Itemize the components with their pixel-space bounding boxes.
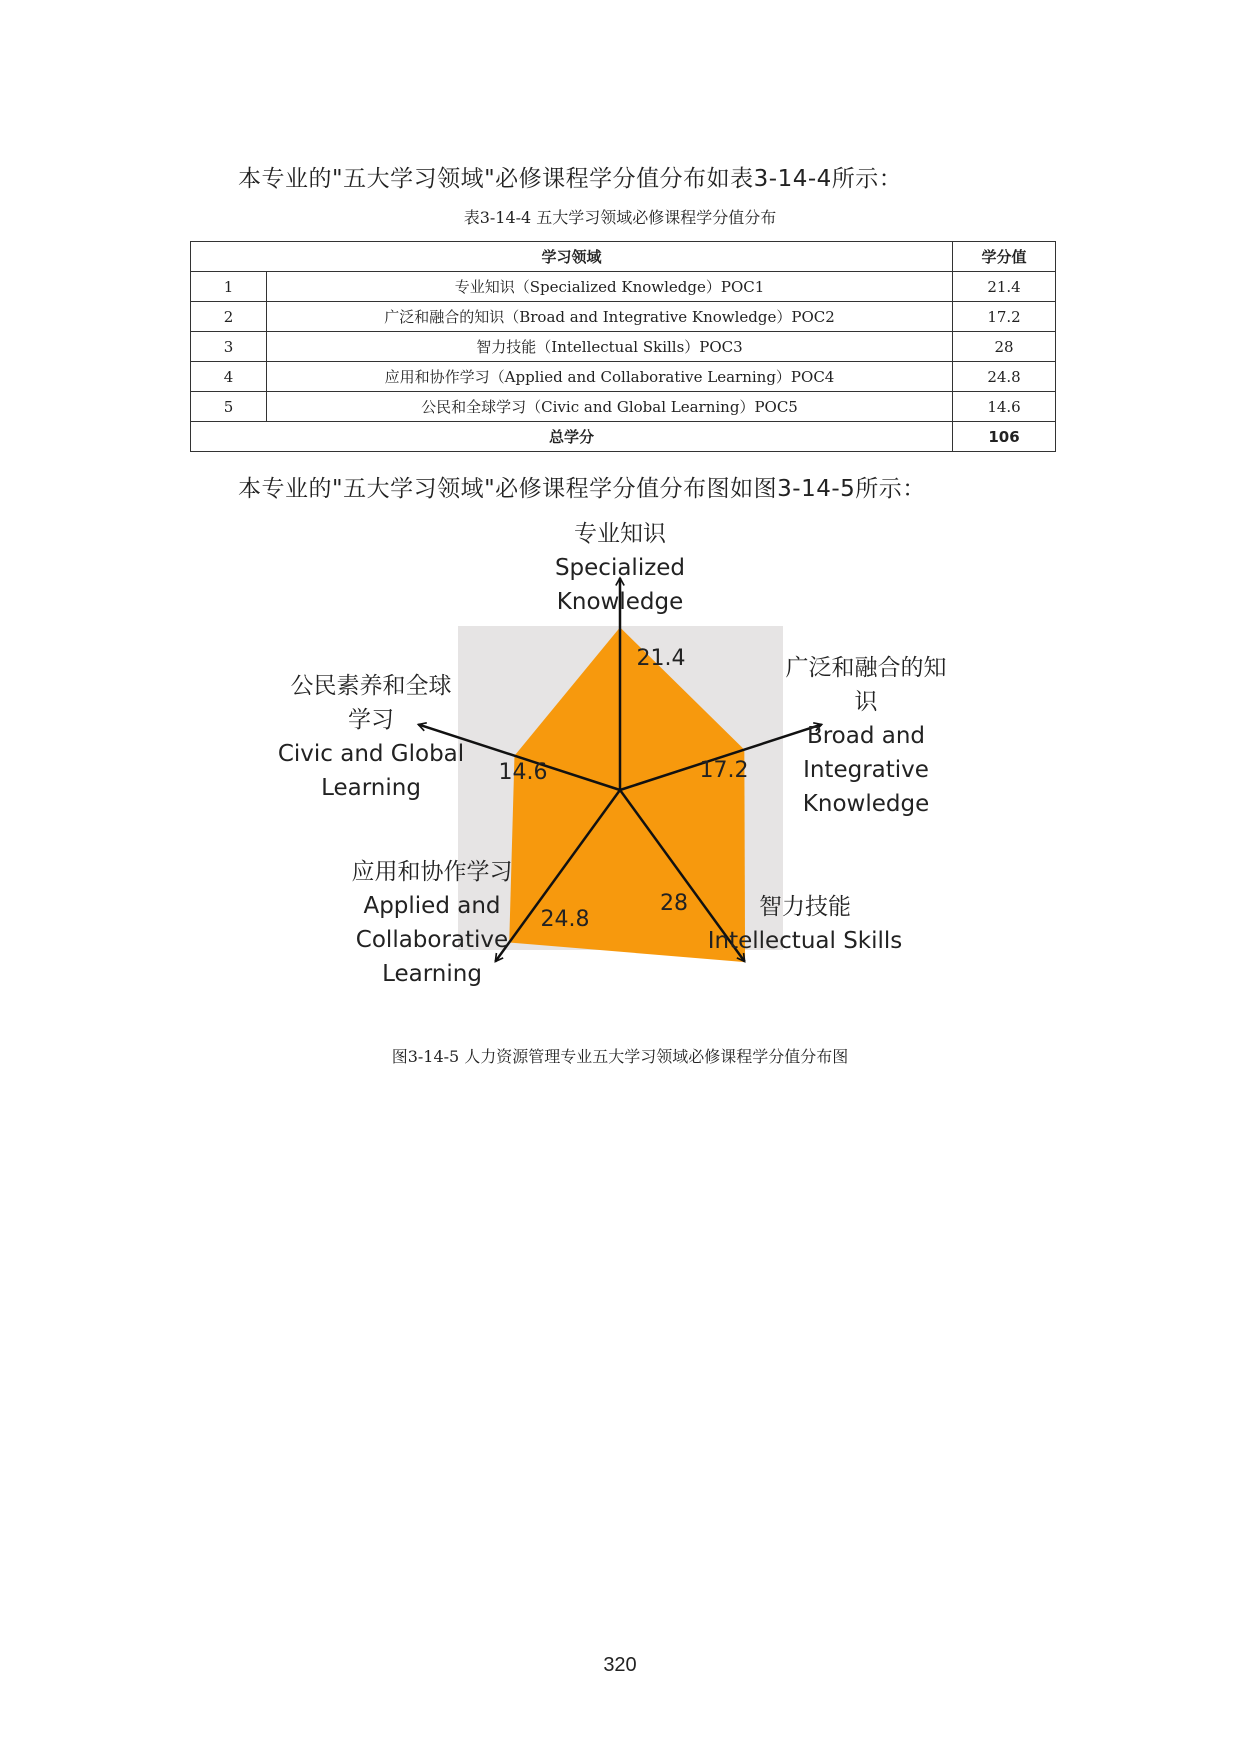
radar-axis-label-line: 应用和协作学习 bbox=[351, 859, 513, 885]
table-row bbox=[191, 272, 1056, 302]
header-area: 学习领域 bbox=[191, 242, 953, 272]
header-credit: 学分值 bbox=[953, 242, 1056, 272]
radar-value-label: 28 bbox=[660, 891, 688, 916]
radar-axis-label-line: 智力技能 bbox=[759, 894, 851, 920]
row-credit: 21.4 bbox=[953, 272, 1056, 302]
row-number: 2 bbox=[191, 302, 267, 332]
row-number: 1 bbox=[191, 272, 267, 302]
table-row bbox=[191, 392, 1056, 422]
total-value: 106 bbox=[953, 422, 1056, 452]
table-total-row bbox=[191, 422, 1056, 452]
radar-axis-label-line: Civic and Global bbox=[277, 741, 465, 767]
total-label: 总学分 bbox=[191, 422, 953, 452]
radar-axis-label-line: Applied and bbox=[363, 893, 501, 919]
radar-chart bbox=[270, 510, 970, 1010]
radar-value-label: 21.4 bbox=[636, 646, 686, 671]
row-credit: 17.2 bbox=[953, 302, 1056, 332]
row-credit: 24.8 bbox=[953, 362, 1056, 392]
credits-table bbox=[190, 241, 1056, 452]
row-area: 广泛和融合的知识（Broad and Integrative Knowledge）POC2 bbox=[267, 302, 953, 332]
radar-axis-label bbox=[786, 655, 947, 817]
radar-axis-label-line: Integrative bbox=[803, 757, 929, 783]
row-area: 智力技能（Intellectual Skills）POC3 bbox=[267, 332, 953, 362]
row-area: 应用和协作学习（Applied and Collaborative Learning）POC4 bbox=[267, 362, 953, 392]
row-area: 公民和全球学习（Civic and Global Learning）POC5 bbox=[267, 392, 953, 422]
page-number: 320 bbox=[603, 1654, 637, 1676]
table-caption: 表3-14-4 五大学习领域必修课程学分值分布 bbox=[463, 208, 777, 227]
figure-intro-text: 本专业的"五大学习领域"必修课程学分值分布图如图3-14-5所示： bbox=[238, 476, 926, 502]
radar-axis-label-line: Specialized bbox=[554, 555, 686, 581]
radar-axis-label-line: Learning bbox=[321, 775, 421, 801]
radar-axis-label-line: Knowledge bbox=[556, 589, 684, 615]
row-number: 4 bbox=[191, 362, 267, 392]
table-row bbox=[191, 332, 1056, 362]
radar-axis-label-line: Learning bbox=[382, 961, 482, 987]
radar-value-label: 14.6 bbox=[498, 760, 548, 785]
radar-axis-label-line: Intellectual Skills bbox=[707, 928, 903, 954]
table-intro-text: 本专业的"五大学习领域"必修课程学分值分布如表3-14-4所示： bbox=[238, 166, 903, 192]
table-row bbox=[191, 362, 1056, 392]
radar-axis-label-line: 广泛和融合的知 bbox=[785, 655, 947, 681]
radar-axis-label-line: Collaborative bbox=[355, 927, 509, 953]
row-number: 5 bbox=[191, 392, 267, 422]
table-row bbox=[191, 302, 1056, 332]
row-area: 专业知识（Specialized Knowledge）POC1 bbox=[267, 272, 953, 302]
radar-axis-label-line: 学习 bbox=[348, 707, 394, 733]
radar-axis-label-line: 公民素养和全球 bbox=[290, 673, 452, 699]
row-credit: 14.6 bbox=[953, 392, 1056, 422]
figure-caption: 图3-14-5 人力资源管理专业五大学习领域必修课程学分值分布图 bbox=[391, 1047, 849, 1066]
radar-axis-label-line: 识 bbox=[854, 689, 878, 715]
radar-axis-label bbox=[555, 521, 685, 615]
row-credit: 28 bbox=[953, 332, 1056, 362]
radar-axis-label-line: Broad and bbox=[806, 723, 926, 749]
radar-axis-label-line: 专业知识 bbox=[574, 521, 666, 547]
radar-axis-label bbox=[278, 673, 464, 801]
radar-value-label: 24.8 bbox=[540, 907, 590, 932]
radar-axis-label-line: Knowledge bbox=[802, 791, 930, 817]
radar-value-label: 17.2 bbox=[699, 758, 749, 783]
table-header-row bbox=[191, 242, 1056, 272]
row-number: 3 bbox=[191, 332, 267, 362]
